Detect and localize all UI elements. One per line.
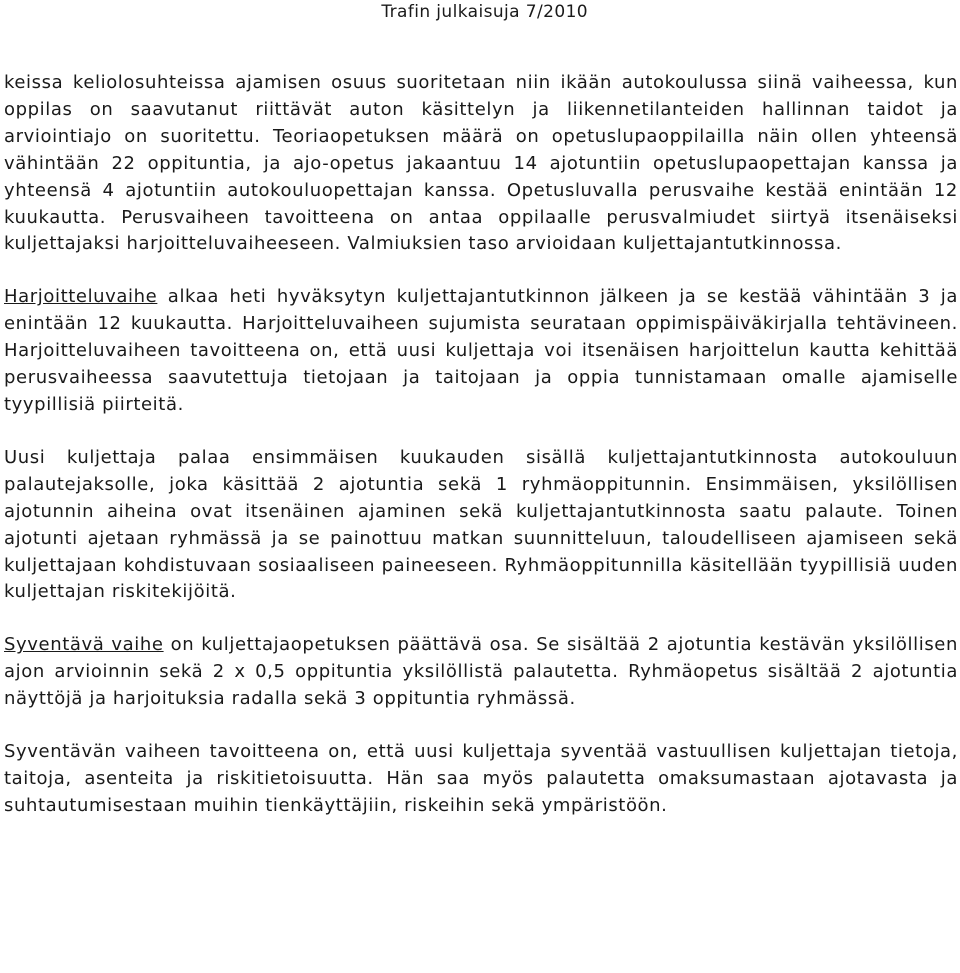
paragraph-practice-text: alkaa heti hyväksytyn kuljettajantutkinnon jälkeen ja se kestää vähintään 3 ja enintään 12 kuukautta. Harjoitteluvaiheen sujumista seurataan oppimispäiväkirjalla tehtävineen. Harjoitteluvaiheen tavoitteena on, että uusi kuljettaja voi itsenäisen harjoittelun kautta kehittää perusvaiheessa saavutettuja tietojaan ja taitojaan ja oppia tunnistamaan omalle ajamiselle tyypillisiä piirteitä. xyxy=(4,286,958,415)
paragraph-practice-phase xyxy=(4,284,958,419)
running-header: Trafin julkaisuja 7/2010 xyxy=(381,2,588,22)
paragraph-advanced-phase xyxy=(4,632,958,713)
paragraph-advanced-goal: Syventävän vaiheen tavoitteena on, että uusi kuljettaja syventää vastuullisen kuljettajan tietoja, taitoja, asenteita ja riskitietoisuutta. Hän saa myös palautetta omaksumastaan ajotavasta ja suhtautumisestaan muihin tienkäyttäjiin, riskeihin sekä ympäristöön. xyxy=(4,741,958,816)
term-harjoitteluvaihe: Harjoitteluvaihe xyxy=(4,286,158,308)
term-syventava-vaihe: Syventävä vaihe xyxy=(4,634,164,656)
paragraph-advanced-text: on kuljettajaopetuksen päättävä osa. Se sisältää 2 ajotuntia kestävän yksilöllisen ajon arvioinnin sekä 2 x 0,5 oppituntia yksilöllistä palautetta. Ryhmäopetus sisältää 2 ajotuntia näyttöjä ja harjoituksia radalla sekä 3 oppituntia ryhmässä. xyxy=(4,634,958,710)
paragraph-feedback-period: Uusi kuljettaja palaa ensimmäisen kuukauden sisällä kuljettajantutkinnosta autokouluun palautejaksolle, joka käsittää 2 ajotuntia sekä 1 ryhmäoppitunnin. Ensimmäisen, yksilöllisen ajotunnin aiheina ovat itsenäinen ajaminen sekä kuljettajantutkinnosta saatu palaute. Toinen ajotunti ajetaan ryhmässä ja se painottuu matkan suunnitteluun, taloudelliseen ajamiseen sekä kuljettajaan kohdistuvaan sosiaaliseen paineeseen. Ryhmäoppitunnilla käsitellään tyypillisiä uuden kuljettajan riskitekijöitä. xyxy=(4,446,958,603)
document-body xyxy=(4,70,958,846)
paragraph-theory: keissa keliolosuhteissa ajamisen osuus suoritetaan niin ikään autokoulussa siinä vaiheessa, kun oppilas on saavutanut riittävät auton käsittelyn ja liikennetilanteiden hallinnan taidot ja arviointiajo on suoritettu. Teoriaopetuksen määrä on opetuslupaoppilailla näin ollen yhteensä vähintään 22 oppituntia, ja ajo-opetus jakaantuu 14 ajotuntiin opetuslupaopettajan kanssa ja yhteensä 4 ajotuntiin autokouluopettajan kanssa. Opetusluvalla perusvaihe kestää enintään 12 kuukautta. Perusvaiheen tavoitteena on antaa oppilaalle perusvalmiudet siirtyä itsenäiseksi kuljettajaksi harjoitteluvaiheeseen. Valmiuksien taso arvioidaan kuljettajantutkinnossa. xyxy=(4,72,958,255)
